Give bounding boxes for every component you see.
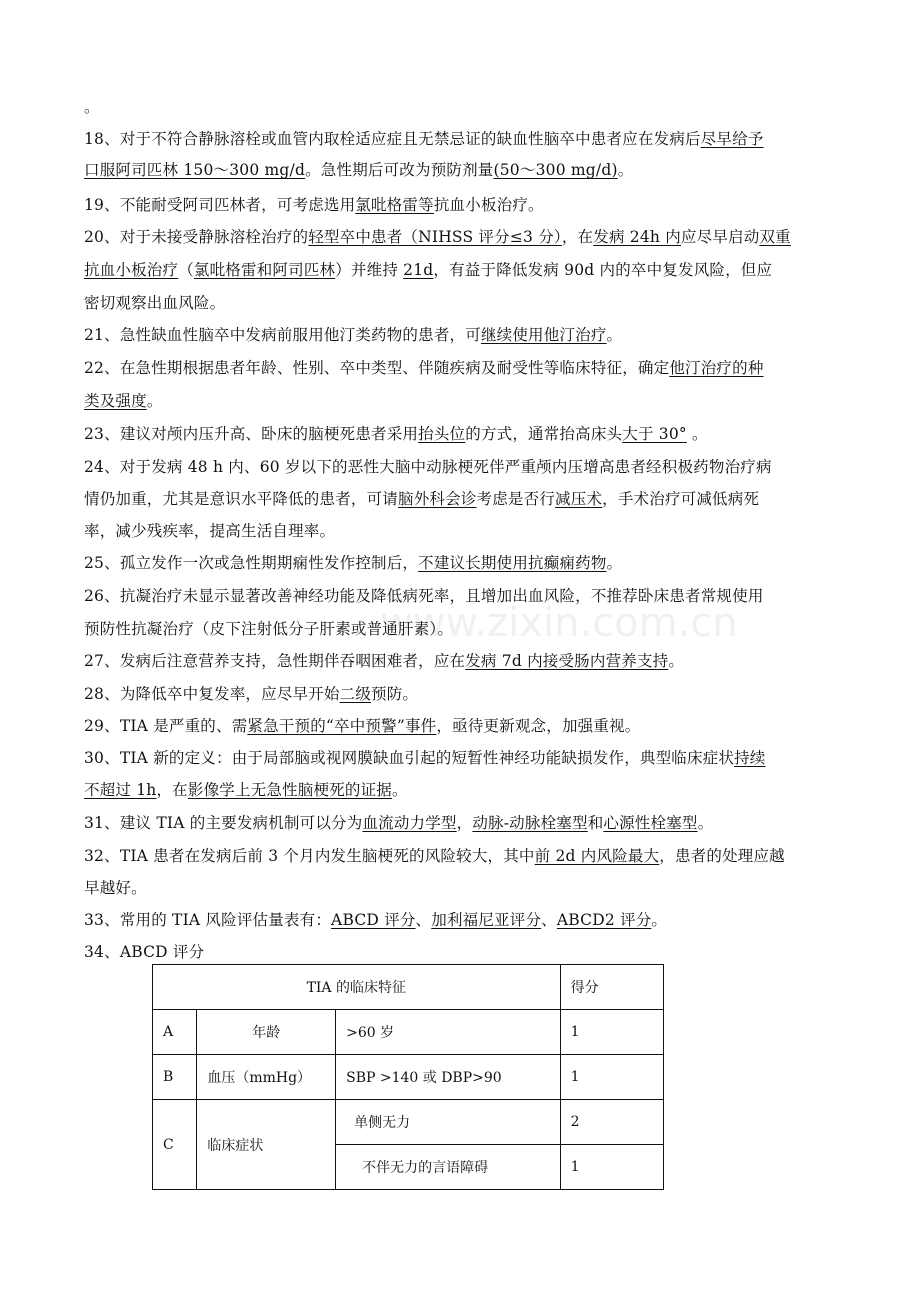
- table-header-row: [153, 965, 664, 1010]
- row-score: 2: [560, 1100, 663, 1145]
- text: 。: [617, 161, 634, 179]
- item-22-line-2: [84, 391, 884, 411]
- underlined-text: 脑外科会诊: [398, 490, 477, 508]
- text: 34、ABCD 评分: [84, 943, 205, 961]
- text: 考虑是否行: [476, 490, 556, 508]
- item-27: [84, 651, 884, 671]
- row-detail: >60 岁: [336, 1010, 560, 1055]
- abcd-score-table: [152, 964, 664, 1190]
- item-20-line-3: [84, 293, 884, 313]
- text: 28、为降低卒中复发率，应尽早开始: [84, 685, 340, 703]
- text: 早越好。: [84, 879, 147, 897]
- item-25: [84, 553, 884, 573]
- underlined-text: 轻型卒中患者（NIHSS 评分≤3 分）: [308, 228, 562, 246]
- line-period: [84, 97, 884, 117]
- item-26-line-2: [84, 619, 884, 639]
- row-item: 临床症状: [197, 1100, 336, 1190]
- underlined-text: 大于 30°: [622, 425, 687, 443]
- text: 。: [84, 98, 100, 116]
- underlined-text: 二级: [339, 685, 372, 703]
- text: ，患者的处理应越: [659, 847, 785, 865]
- text: 26、抗凝治疗未显示显著改善神经功能及降低病死率，且增加出血风险，不推荐卧床患者常规使用: [84, 587, 764, 605]
- underlined-text: 紧急干预的“卒中预警”事件: [247, 717, 437, 735]
- underlined-text: 血流动力学型: [362, 814, 457, 832]
- row-score: 1: [560, 1145, 663, 1190]
- underlined-text: 氯吡格雷和阿司匹林: [193, 261, 336, 279]
- row-item: 年龄: [197, 1010, 336, 1055]
- text: 23、建议对颅内压升高、卧床的脑梗死患者采用: [84, 425, 419, 443]
- underlined-text: 减压术: [555, 490, 603, 508]
- text: 预防性抗凝治疗（皮下注射低分子肝素或普通肝素）。: [84, 620, 454, 638]
- header-score: 得分: [560, 965, 663, 1010]
- underlined-text: 抬头位: [418, 425, 466, 443]
- table-row: [153, 1010, 664, 1055]
- row-detail: SBP >140 或 DBP>90: [336, 1055, 560, 1100]
- text: 。急性期后可改为预防剂量: [305, 161, 494, 179]
- text: 25、孤立发作一次或急性期期痫性发作控制后，: [84, 554, 419, 572]
- item-31: [84, 813, 884, 833]
- text: ，: [456, 814, 473, 832]
- text: ）并维持: [335, 261, 404, 279]
- item-30-line-2: [84, 780, 884, 800]
- watermark: www.zixin.com.cn: [380, 600, 738, 646]
- underlined-text: 发病 7d 内接受肠内营养支持: [465, 652, 669, 670]
- table-row: [153, 1055, 664, 1100]
- item-19: [84, 195, 884, 215]
- underlined-text: 发病 24h 内: [593, 228, 681, 246]
- underlined-text: 氯吡格雷等: [355, 196, 434, 214]
- text: 。: [146, 392, 163, 410]
- underlined-text: 动脉-动脉栓塞型: [472, 814, 588, 832]
- underlined-text: 21d: [403, 261, 434, 279]
- row-detail: 不伴无力的言语障碍: [336, 1145, 560, 1190]
- underlined-text: 类及强度: [84, 392, 147, 410]
- underlined-text: 前 2d 内风险最大: [534, 847, 660, 865]
- underlined-text: 影像学上无急性脑梗死的证据: [187, 781, 392, 799]
- text: 。: [606, 326, 623, 344]
- table-row: [153, 1100, 664, 1145]
- text: 。: [392, 781, 408, 799]
- header-feature: TIA 的临床特征: [153, 965, 561, 1010]
- text: 抗血小板治疗。: [433, 196, 544, 214]
- text: 27、发病后注意营养支持，急性期伴吞咽困难者，应在: [84, 652, 466, 670]
- underlined-text: 尽早给予: [700, 130, 764, 148]
- text: 。: [606, 554, 623, 572]
- text: 30、TIA 新的定义：由于局部脑或视网膜缺血引起的短暂性神经功能缺损发作，典型临床症状: [84, 749, 735, 767]
- row-code: A: [153, 1010, 197, 1055]
- text: 18、对于不符合静脉溶栓或血管内取栓适应症且无禁忌证的缺血性脑卒中患者应在发病后: [84, 130, 701, 148]
- item-24-line-2: [84, 489, 884, 509]
- item-20-line-2: [84, 260, 884, 280]
- text: 22、在急性期根据患者年龄、性别、卒中类型、伴随疾病及耐受性等临床特征，确定: [84, 359, 670, 377]
- row-score: 1: [560, 1010, 663, 1055]
- text: 。: [686, 425, 708, 443]
- item-18-line-1: [84, 129, 884, 149]
- underlined-text: (50～300 mg/d): [493, 161, 618, 179]
- underlined-text: 他汀治疗的种: [669, 359, 764, 377]
- text: 、: [541, 911, 557, 929]
- text: 密切观察出血风险。: [84, 294, 226, 312]
- row-code: C: [153, 1100, 197, 1190]
- underlined-text: 不建议长期使用抗癫痫药物: [418, 554, 607, 572]
- text: 。: [668, 652, 685, 670]
- text: 。: [697, 814, 714, 832]
- underlined-text: 继续使用他汀治疗: [480, 326, 607, 344]
- text: 率，减少残疾率，提高生活自理率。: [84, 522, 336, 540]
- text: ，有益于降低发病 90d 内的卒中复发风险，但应: [433, 261, 773, 279]
- item-32-line-1: [84, 846, 884, 866]
- item-21: [84, 325, 884, 345]
- text: （: [178, 261, 194, 279]
- item-34: [84, 942, 884, 962]
- underlined-text: 不超过 1h: [84, 781, 157, 799]
- text: 情仍加重，尤其是意识水平降低的患者，可请: [84, 490, 399, 508]
- underlined-text: 双重: [759, 228, 791, 246]
- text: 31、建议 TIA 的主要发病机制可以分为: [84, 814, 363, 832]
- text: ，手术治疗可减低病死: [602, 490, 760, 508]
- text: 20、对于未接受静脉溶栓治疗的: [84, 228, 309, 246]
- text: 的方式，通常抬高床头: [465, 425, 623, 443]
- item-23: [84, 424, 884, 444]
- text: ，在: [156, 781, 188, 799]
- text: 和: [587, 814, 604, 832]
- item-24-line-1: [84, 457, 884, 477]
- text: 。: [651, 911, 668, 929]
- item-26-line-1: [84, 586, 884, 606]
- item-22-line-1: [84, 358, 884, 378]
- item-28: [84, 684, 884, 704]
- text: 19、不能耐受阿司匹林者，可考虑选用: [84, 196, 356, 214]
- item-18-line-2: [84, 160, 884, 180]
- item-20-line-1: [84, 227, 884, 247]
- underlined-text: 加利福尼亚评分: [431, 911, 542, 929]
- underlined-text: 持续: [734, 749, 766, 767]
- underlined-text: ABCD 评分: [331, 911, 416, 929]
- text: 应尽早启动: [680, 228, 760, 246]
- text: 32、TIA 患者在发病后前 3 个月内发生脑梗死的风险较大，其中: [84, 847, 535, 865]
- text: 33、常用的 TIA 风险评估量表有：: [84, 911, 332, 929]
- item-29: [84, 716, 884, 736]
- row-score: 1: [560, 1055, 663, 1100]
- underlined-text: 心源性栓塞型: [603, 814, 698, 832]
- text: 29、TIA 是严重的、需: [84, 717, 248, 735]
- underlined-text: 口服阿司匹林 150～300 mg/d: [84, 161, 306, 179]
- item-32-line-2: [84, 878, 884, 898]
- text: ，亟待更新观念，加强重视。: [436, 717, 641, 735]
- item-33: [84, 910, 884, 930]
- underlined-text: ABCD2 评分: [556, 911, 652, 929]
- text: 24、对于发病 48 h 内、60 岁以下的恶性大脑中动脉梗死伴严重颅内压增高患者经积极药物治疗病: [84, 458, 772, 476]
- item-24-line-3: [84, 521, 884, 541]
- underlined-text: 抗血小板治疗: [84, 261, 179, 279]
- text: 21、急性缺血性脑卒中发病前服用他汀类药物的患者，可: [84, 326, 481, 344]
- text: 、: [415, 911, 432, 929]
- row-code: B: [153, 1055, 197, 1100]
- row-item: 血压（mmHg）: [197, 1055, 336, 1100]
- row-detail: 单侧无力: [336, 1100, 560, 1145]
- item-30-line-1: [84, 748, 884, 768]
- text: 预防。: [371, 685, 419, 703]
- text: ，在: [561, 228, 594, 246]
